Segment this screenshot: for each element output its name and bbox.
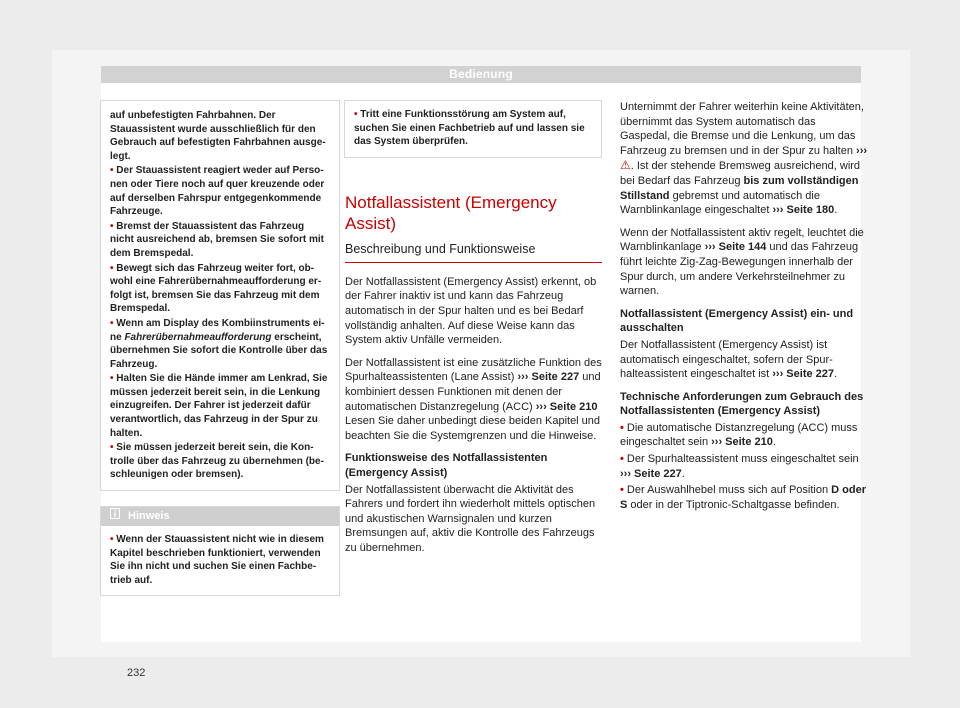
page-reference-link[interactable]: ››› Seite 144 <box>704 241 767 254</box>
column-left <box>100 100 340 596</box>
warning-intro: auf unbefestigten Fahrbahnen. Der Stauassistent wurde ausschließlich für den Gebrauch auf befestigten Fahrbahnen ausgelegt. <box>110 110 326 162</box>
page-reference-link[interactable]: ››› Seite 210 <box>711 436 773 449</box>
malfunction-box <box>344 100 602 158</box>
page-background <box>52 50 910 679</box>
warning-bullet-4: • Wenn am Display des Kombiinstruments eine Fahrerübernahmeaufforderung erscheint, übernehmen Sie sofort die Kontrolle über das Fahrzeug. <box>110 317 328 370</box>
column-middle <box>344 100 602 563</box>
note-title: Hinweis <box>128 510 170 523</box>
paragraph-takeover: Unternimmt der Fahrer weiterhin keine Aktivitäten, übernimmt das System automatisch das Gaspedal, die Bremse und die Lenkung, um das Fahrzeug zu bremsen und in der Spur zu halten ››› ⚠. Ist der stehende Bremsweg ausreichend, wird bei Bedarf das Fahrzeug bis zum vollständigen Stillstand gebremst und automatisch die Warnblinkanlage eingeschaltet ››› Seite 180. <box>620 101 868 217</box>
heading-function: Funktionsweise des Notfallassistenten (Emergency Assist) <box>345 452 548 479</box>
page-number: 232 <box>127 667 146 679</box>
warning-triangle-icon: ⚠ <box>620 158 631 173</box>
page-reference-link[interactable]: ››› Seite 227 <box>517 371 580 384</box>
bullet-icon: • <box>620 453 624 466</box>
heading-requirements: Technische Anforderungen zum Gebrauch des Notfallassistenten (Emergency Assist) <box>620 390 864 418</box>
column-right <box>620 100 868 520</box>
section-title: Notfallassistent (Emergency Assist) <box>345 192 557 233</box>
note-text: Wenn der Stauassistent nicht wie in diesem Kapitel beschrieben funktioniert, verwenden Sie ihn nicht und suchen Sie einen Fachbetrieb auf. <box>110 534 324 586</box>
paragraph-description: Der Notfallassistent (Emergency Assist) erkennt, ob der Fahrer inaktiv ist und kann das Fahrzeug automatisch in der Spur halten und es bei Bedarf vollständig anhalten. Auf diese Weise kann das System aktiv Unfälle vermeiden. <box>345 275 597 347</box>
bullet-icon: • <box>620 484 624 497</box>
note-body <box>101 526 339 595</box>
paragraph-additional-function: Der Notfallassistent ist eine zusätzliche Funktion des Spurhalteassistenten (Lane Assist) ››› Seite 227 und kombiniert dessen Funktionen mit denen der automatischen Distanzregelung (ACC) ››› Seite 210 Lesen Sie daher unbedingt diese beiden Kapitel und beachten Sie die Systemgrenzen und die Hinweise. <box>345 356 602 442</box>
requirement-bullet-2: • Der Spurhalteassistent muss eingeschaltet sein ››› Seite 227. <box>620 453 859 480</box>
heading-on-off: Notfallassistent (Emergency Assist) ein- und ausschalten <box>620 307 854 335</box>
paragraph-hazard-lights: Wenn der Notfallassistent aktiv regelt, leuchtet die Warnblinkanlage ››› Seite 144 und das Fahrzeug führt leichte Zig-Zag-Bewegungen innerhalb der Spur durch, um andere Verkehrsteilnehmer zu warnen. <box>620 226 864 298</box>
warning-box <box>100 100 340 491</box>
page-reference-link[interactable]: ››› Seite 180 <box>772 204 835 217</box>
bullet-icon: • <box>110 317 114 329</box>
warning-bullet-3: • Bewegt sich das Fahrzeug weiter fort, obwohl eine Fahrerübernahmeaufforderung erfolgt ist, bremsen Sie das Fahrzeug mit dem Bremspedal. <box>110 262 322 315</box>
warning-bullet-2: • Bremst der Stauassistent das Fahrzeug nicht ausreichend ab, bremsen Sie sofort mit dem Bremspedal. <box>110 220 324 259</box>
bullet-icon: • <box>110 165 114 177</box>
section-subtitle: Beschreibung und Funktionsweise <box>345 242 602 263</box>
requirement-bullet-1: • Die automatische Distanzregelung (ACC) muss eingeschaltet sein ››› Seite 210. <box>620 421 858 449</box>
bullet-icon: • <box>354 109 358 120</box>
bullet-icon: • <box>110 373 114 385</box>
paragraph-auto-on: Der Notfallassistent (Emergency Assist) ist automatisch eingeschaltet, sofern der Spurhalteassistent eingeschaltet ist ››› Seite 227. <box>620 338 838 381</box>
bullet-icon: • <box>620 421 624 434</box>
info-icon <box>110 507 120 526</box>
warning-bullet-1: • Der Stauassistent reagiert weder auf Personen oder Tiere noch auf quer kreuzende oder auf derselben Fahrspur entgegenkommende Fahrzeuge. <box>110 165 325 218</box>
bullet-icon: • <box>110 442 114 454</box>
warning-bullet-6: • Sie müssen jederzeit bereit sein, die Kontrolle über das Fahrzeug zu übernehmen (beschleunigen oder bremsen). <box>110 442 324 481</box>
bullet-icon: • <box>110 534 114 546</box>
bullet-icon: • <box>110 262 114 274</box>
note-header <box>101 507 339 526</box>
paragraph-monitoring: Der Notfallassistent überwacht die Aktivität des Fahrers und fordert ihn wiederholt mittels optischen und akustischen Warnsignalen und kurzen Bremsungen auf, aktiv die Kontrolle des Fahrzeugs zu übernehmen. <box>345 483 596 554</box>
page-reference-link[interactable]: ››› Seite 210 <box>535 400 598 413</box>
header-bar: Bedienung <box>101 66 861 83</box>
arrow-reference[interactable]: ››› <box>856 144 868 157</box>
warning-bullet-5: • Halten Sie die Hände immer am Lenkrad, Sie müssen jederzeit bereit sein, in die Lenkung einzugreifen. Der Fahrer ist jederzeit dafür verantwortlich, das Fahrzeug in der Spur zu halten. <box>110 373 328 439</box>
page-reference-link[interactable]: ››› Seite 227 <box>620 467 682 480</box>
bullet-icon: • <box>110 220 114 232</box>
note-box <box>100 506 340 596</box>
page-reference-link[interactable]: ››› Seite 227 <box>772 368 835 381</box>
col2-body <box>345 275 602 556</box>
requirement-bullet-3: • Der Auswahlhebel muss sich auf Position D oder S oder in der Tiptronic-Schaltgasse befinden. <box>620 484 866 511</box>
malfunction-text: Tritt eine Funktionsstörung am System auf, suchen Sie einen Fachbetrieb auf und lassen sie das System überprüfen. <box>354 109 585 148</box>
